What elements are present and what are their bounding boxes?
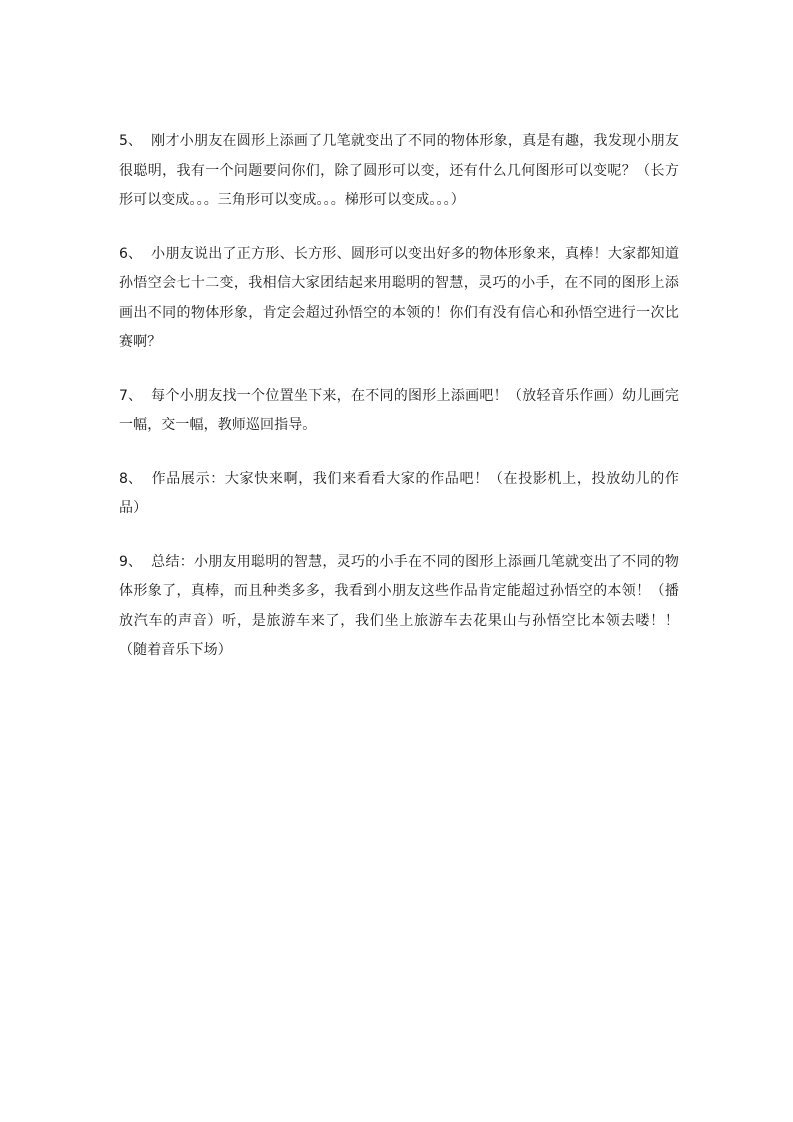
paragraph-number: 8、 xyxy=(119,470,143,487)
paragraph-number: 6、 xyxy=(119,245,143,262)
paragraph-number: 7、 xyxy=(119,387,143,404)
paragraph-text: 总结：小朋友用聪明的智慧，灵巧的小手在不同的图形上添画几笔就变出了不同的物体形象了，真棒，而且种类多多，我看到小朋友这些作品肯定能超过孙悟空的本领！（播放汽车的声音）听，是旅游车来了，我们坐上旅游车去花果山与孙悟空比本领去喽！！（随着音乐下场） xyxy=(119,553,679,658)
paragraph-text: 刚才小朋友在圆形上添画了几笔就变出了不同的物体形象，真是有趣，我发现小朋友很聪明，我有一个问题要问你们，除了圆形可以变，还有什么几何图形可以变呢？（长方形可以变成。。。三角形可以变成。。。梯形可以变成。。。） xyxy=(119,133,679,208)
paragraph-8 xyxy=(119,465,679,524)
paragraph-9 xyxy=(119,548,679,666)
paragraph-number: 9、 xyxy=(119,553,143,570)
paragraph-text: 每个小朋友找一个位置坐下来，在不同的图形上添画吧！（放轻音乐作画）幼儿画完一幅，交一幅，教师巡回指导。 xyxy=(119,387,679,433)
paragraph-7 xyxy=(119,382,679,441)
paragraph-text: 作品展示：大家快来啊，我们来看看大家的作品吧！（在投影机上，投放幼儿的作品） xyxy=(119,470,679,516)
paragraph-6 xyxy=(119,240,679,358)
document-body xyxy=(119,127,679,690)
paragraph-number: 5、 xyxy=(119,133,143,149)
paragraph-text: 小朋友说出了正方形、长方形、圆形可以变出好多的物体形象来，真棒！大家都知道孙悟空会七十二变，我相信大家团结起来用聪明的智慧，灵巧的小手，在不同的图形上添画出不同的物体形象，肯定会超过孙悟空的本领的！你们有没有信心和孙悟空进行一次比赛啊？ xyxy=(119,245,679,350)
paragraph-5 xyxy=(119,127,679,216)
